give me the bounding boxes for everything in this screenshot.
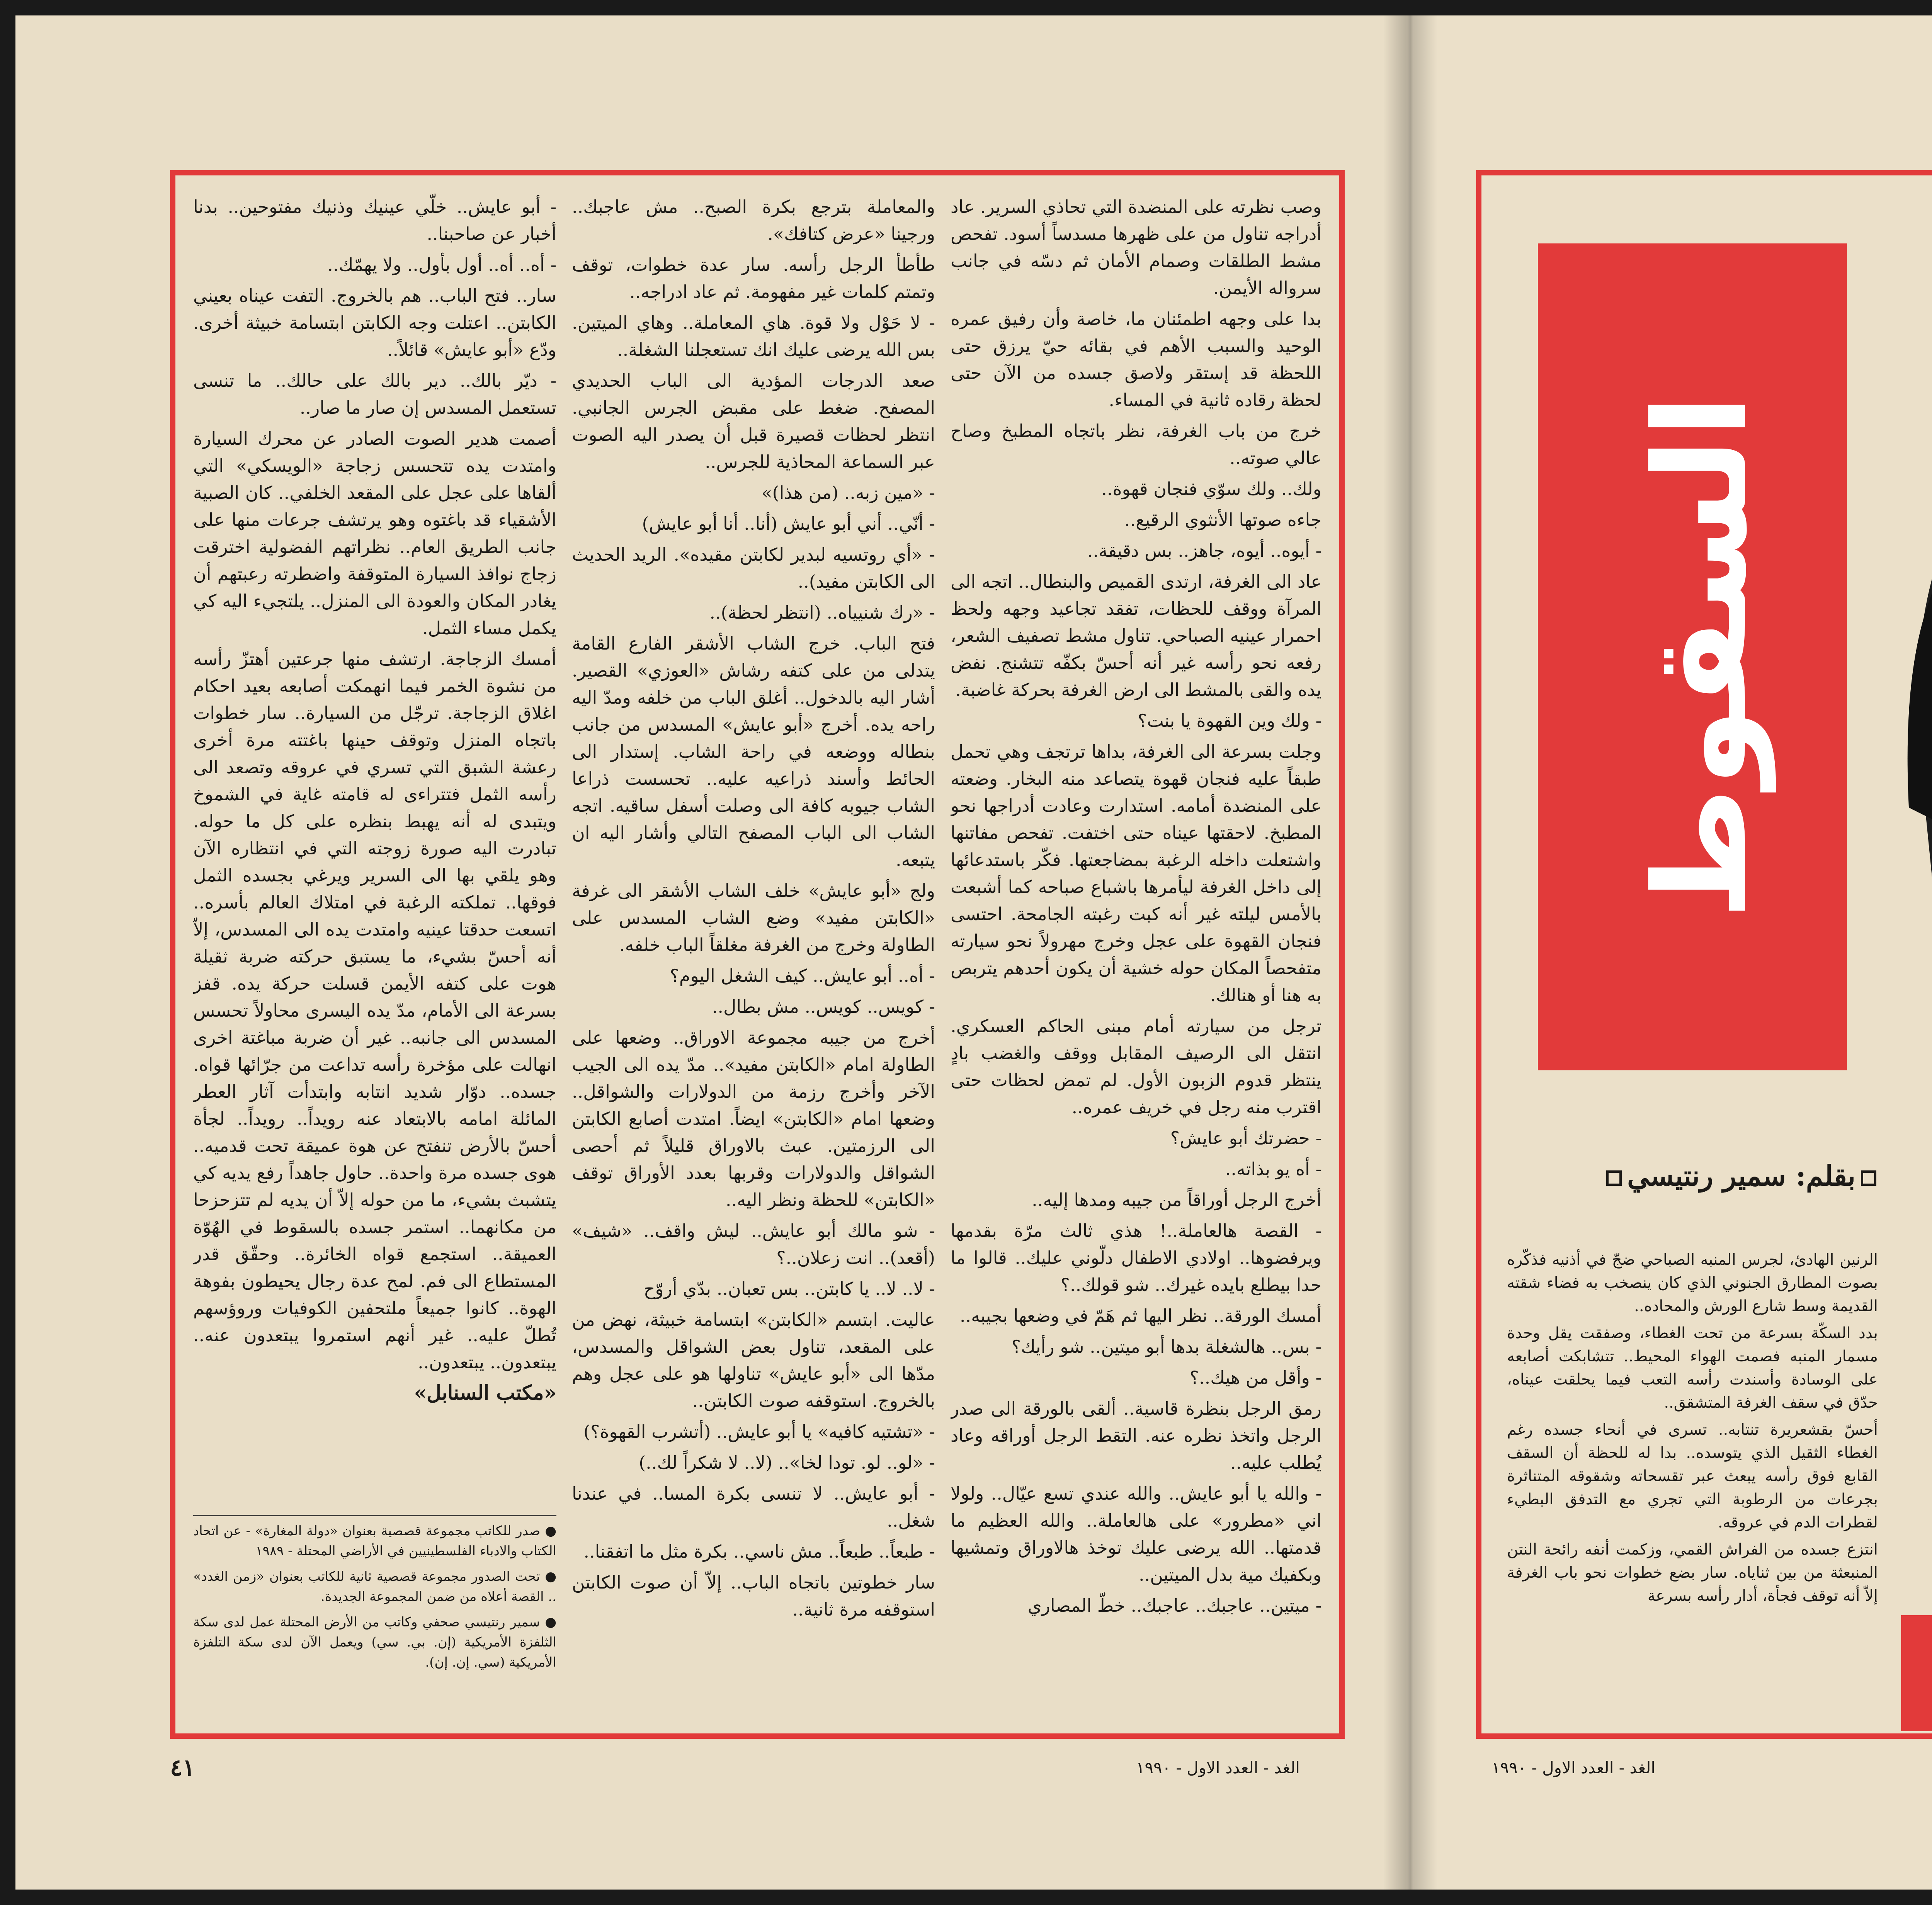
author-notes: [193, 1515, 556, 1730]
paragraph: - أنّي.. أني أبو عايش (أنا.. أنا أبو عايش): [642, 513, 935, 534]
paragraph: أخرج من جيبه مجموعة الاوراق.. وضعها على الطاولة امام «الكابتن مفيد».. مدّ يده الى الجيب الآخر وأخرج رزمة من الدولارات والشواقل.. وضعها امام «الكابتن» ايضاً. امتدت أصابع الكابتن الى الرزمتين. عبث بالاوراق قليلاً ثم أحصى الشواقل والدولارات وقربها بعدد الأوراق توقف «الكابتن» للحظة ونظر اليه..: [572, 1027, 935, 1210]
author-byline: [1534, 1159, 1882, 1192]
paragraph: فتح الباب. خرج الشاب الأشقر الفارع القامة يتدلى من على كتفه رشاش «العوزي» القصير. أشار اليه بالدخول.. أغلق الباب من خلفه ومدّ اليه راحه يده. أخرج «أبو عايش» المسدس من جانب بنطاله ووضعه في راحة الشاب. إستدار الى الحائط وأسند ذراعيه عليه.. تحسست ذراعا الشاب جيوبه كافة الى وصلت أسفل ساقيه. اتجه الشاب الى الباب المصفح التالي وأشار اليه ان يتبعه.: [572, 633, 935, 870]
square-bullet-icon: [1606, 1170, 1622, 1186]
right-page: [1406, 15, 1932, 1890]
paragraph: - ديّر بالك.. دير بالك على حالك.. ما تنسى تستعمل المسدس إن صار ما صار..: [193, 370, 556, 418]
paragraph: - بس.. هالشغلة بدها أبو ميتين.. شو رأيك؟: [1011, 1336, 1321, 1357]
paragraph: أخرج الرجل أوراقاً من جيبه ومدها إليه..: [1032, 1189, 1321, 1210]
story-column-2: [572, 193, 935, 1723]
story-signature: «مكتب السنابل»: [414, 1381, 556, 1405]
paragraph: ترجل من سيارته أمام مبنى الحاكم العسكري. انتقل الى الرصيف المقابل ووقف والغضب بادٍ ينتظر قدوم الزبون الأول. لم تمض لحظات حتى اقترب منه رجل في خريف عمره..: [951, 1015, 1321, 1117]
paragraph: - أبو عايش.. خلّي عينيك وذنيك مفتوحين.. بدنا أخبار عن صاحبنا..: [193, 196, 556, 244]
paragraph: - ميتين.. عاجبك.. عاجبك.. خطّ المصاري: [1027, 1595, 1321, 1616]
paragraph: رمق الرجل بنظرة قاسية.. ألقى بالورقة الى صدر الرجل واتخذ نظره عنه. التقط الرجل أوراقه وعاد يُطلب عليه..: [951, 1398, 1321, 1473]
story-column-1: [951, 193, 1321, 1723]
paragraph: - «أي روتسيه لبدير لكابتن مقيده». الريد الحديث الى الكابتن مفيد)..: [572, 544, 935, 592]
paragraph: - حضرتك أبو عايش؟: [1170, 1128, 1321, 1148]
paragraph: ولك.. ولك سوّي فنجان قهوة..: [1101, 478, 1321, 499]
paragraph: جاءه صوتها الأنثوي الرقيع..: [1124, 509, 1321, 530]
paragraph: صعد الدرجات المؤدية الى الباب الحديدي المصفح. ضغط على مقبض الجرس الجانبي. انتظر لحظات قصيرة قبل أن يصدر اليه الصوت عبر السماعة المحاذية للجرس..: [572, 370, 935, 472]
paragraph: - أه.. أه.. أول بأول.. ولا يهمّك..: [327, 254, 556, 275]
left-page: [15, 15, 1406, 1890]
story-opening: [1507, 1248, 1878, 1635]
book-gutter-shadow: [1383, 15, 1437, 1890]
paragraph: - طبعاً.. طبعاً.. مش ناسي.. بكرة مثل ما اتفقنا..: [583, 1541, 935, 1562]
paragraph: - القصة هالعاملة..! هذي ثالث مرّة بقدمها ويرفضوها.. اولادي الاطفال دلّوني عليك.. قالوا ما حدا بيطلع بايده غيرك.. شو قولك..؟: [951, 1220, 1321, 1295]
paragraph: - لا حَوْل ولا قوة. هاي المعاملة.. وهاي الميتين. بس الله يرضى عليك انك تستعجلنا الشغلة..: [572, 312, 935, 360]
author-note: ● تحت الصدور مجموعة قصصية ثانية للكاتب بعنوان «زمن الغدد» .. القصة أعلاه من ضمن المجموعة الجديدة.: [193, 1569, 556, 1604]
paragraph: والمعاملة بترجع بكرة الصبح.. مش عاجبك.. ورجينا «عرض كتافك».: [572, 196, 935, 244]
paragraph: وجلت بسرعة الى الغرفة، بداها ترتجف وهي تحمل طبقاً عليه فنجان قهوة يتصاعد منه البخار. وضعته على المنضدة أمامه. استدارت وعادت أدراجها نحو المطبخ. لاحقتها عيناه حتى اختفت. تفحص مفاتنها واشتعلت داخله الرغبة بمضاجعتها. فكّر باستدعائها إلى داخل الغرفة ليأمرها باشباع صباحه كما أشبعت بالأمس ليلته غير أنه كبت رغبته الجامحة. احتسى فنجان القهوة على عجل وخرج مهرولاً نحو سيارته متفحصاً المكان حوله خشية أن يكون أحدهم يتربص به هنا أو هنالك.: [951, 741, 1321, 1005]
paragraph: - أيوه.. أيوه، جاهز.. بس دقيقة..: [1087, 540, 1321, 561]
story-column-3: [193, 193, 556, 1499]
paragraph: انتزع جسده من الفراش القمي، وزكمت أنفه رائحة النتن المنبعثة من بين ثناياه. سار بضع خطوات نحو باب الغرفة إلاّ أنه توقف فجأة، أدار رأسه بسرعة: [1507, 1541, 1878, 1605]
paragraph: - ولك وين القهوة يا بنت؟: [1138, 710, 1321, 731]
paragraph: - شو مالك أبو عايش.. ليش واقف.. «شيف» (أقعد).. انت زعلان..؟: [572, 1220, 935, 1268]
author-note: ● سمير رنتيسي صحفي وكاتب من الأرض المحتلة عمل لدى سكة الثلفزة الأمريكية (إن. بي. سي) ويعمل الآن لدى سكة التلفزة الأمريكية (سي. إن. إن).: [193, 1614, 556, 1670]
paragraph: الرنين الهادئ، لجرس المنبه الصباحي ضجّ في أذنيه فذكّره بصوت المطارق الجنوني الذي كان ينصخب به فضاء شقته القديمة وسط شارع الورش والمحاده..: [1507, 1251, 1878, 1315]
page-footer-left: الغد - العدد الاول - ١٩٩٠: [1136, 1758, 1300, 1777]
paragraph: أمسك الورقة.. نظر اليها ثم هَمّ في وضعها بجيبه..: [959, 1305, 1321, 1326]
paragraph: سار.. فتح الباب.. هم بالخروج. التفت عيناه بعيني الكابتن.. اعتلت وجه الكابتن ابتسامة خبيثة أخرى. ودّع «أبو عايش» قائلاً..: [193, 285, 556, 360]
paragraph: - أبو عايش.. لا تنسى بكرة المسا.. في عندنا شغل..: [572, 1483, 935, 1531]
page-number-left: ٤١: [170, 1754, 195, 1781]
paragraph: بدد السكّة بسرعة من تحت الغطاء، وصفقت يقل وحدة مسمار المنبه فصمت الهواء المحيط.. تتشابكت أصابعه على الوسادة وأسندت رأسه التعب فيما يحلقت عيناه، حدّق في سقف الغرفة المتشقق..: [1507, 1324, 1878, 1412]
paragraph: - والله يا أبو عايش.. والله عندي تسع عيّال.. ولولا اني «مطرور» على هالعاملة.. والله العظيم ما قدمتها.. الله يرضى عليك توخذ هالاوراق وتمشيها وبكفيك مية بدل الميتين..: [951, 1483, 1321, 1585]
story-title: السقوط: [1627, 394, 1775, 920]
paragraph: بدا على وجهه اطمئنان ما، خاصة وأن رفيق عمره الوحيد والسبب الأهم في بقائه حيّ يرزق حتى اللحظة قد إستقر ولاصق جسده من الآن حتى لحظة رقاده ثانية في المساء.: [951, 308, 1321, 410]
paragraph: سار خطوتين باتجاه الباب.. إلاّ أن صوت الكابتن استوقفه مرة ثانية..: [572, 1572, 935, 1620]
author-note: ● صدر للكاتب مجموعة قصصية بعنوان «دولة المغارة» - عن اتحاد الكتاب والادباء الفلسطينيين في الأراضي المحتلة - ١٩٨٩: [193, 1523, 556, 1559]
paragraph: ولج «أبو عايش» خلف الشاب الأشقر الى غرفة «الكابتن مفيد» وضع الشاب المسدس على الطاولة وخرج من الغرفة مغلقاً الباب خلفه.: [572, 880, 935, 955]
paragraph: - كويس.. كويس.. مش بطال..: [712, 996, 935, 1017]
paragraph: طأطأ الرجل رأسه. سار عدة خطوات، توقف وتمتم كلمات غير مفهومة. ثم عاد ادراجه..: [572, 254, 935, 302]
paragraph: - وأقل من هيك..؟: [1189, 1367, 1321, 1388]
byline-text: بقلم: سمير رنتيسي: [1627, 1159, 1855, 1192]
paragraph: - «رك شنيياه.. (انتظر لحظة)..: [709, 602, 935, 623]
paragraph: خرج من باب الغرفة، نظر باتجاه المطبخ وصاح عالي صوته..: [951, 420, 1321, 468]
paragraph: أمسك الزجاجة. ارتشف منها جرعتين أهتزّ رأسه من نشوة الخمر فيما انهمكت أصابعه بعيد احكام اغلاق الزجاجة. ترجّل من السيارة.. سار خطوات باتجاه المنزل وتوقف حينها باغتته مرة أخرى رعشة الشبق التي تسري في عروقه وتصعد الى رأسه الثمل فتتراءى له قامته غاية في الشموخ ويتبدى له أنه يهبط بنظره على كل ما حوله. تبادرت اليه صورة زوجته التي في انتظاره الآن وهو يلقي بها الى السرير ويرغي بجسده الثمل فوقها.. تملكته الرغبة في امتلاك العالم بأسره.. اتسعت حدقتا عينيه وامتدت يده الى المسدس، إلاّ أنه أحسّ بشيء، ما يستبق حركته ضربة ثقيلة هوت على كتفه الأيمن قسلت حركة يده. قفز بسرعة الى الأمام، مدّ يده اليسرى محاولاً تحسس المسدس الى جانبه.. غير أن ضربة مباغتة اخرى انهالت على مؤخرة رأسه تداعت من جرّائها قواه. جسده.. دوّار شديد انتابه وابتدأت آثار العطر المائلة امامه بالابتعاد عنه رويداً.. رويداً.. لجأة أحسّ بالأرض تنفتح عن هوة عميقة تحت قدميه.. هوى جسده مرة واحدة.. حاول جاهداً رفع يديه كي يتشبث بشيء، ما من حوله إلاّ أن يديه لم تتزحزحا من مكانهما.. استمر جسده بالسقوط في الهُوّة العميقة.. استجمع قواه الخائرة.. وحقّق قدر المستطاع الى فم. لمح عدة رجال يحيطون بفوهة الهوة.. كانوا جميعاً ملتحفين الكوفيات وروؤسهم تُطلّ عليه.. غير أنهم استمروا يبتعدون عنه.. يبتعدون.. يبتعدون..: [193, 648, 556, 1373]
paragraph: - لا.. لا.. يا كابتن.. بس تعبان.. بدّي أروّح: [643, 1278, 935, 1299]
square-bullet-icon: [1861, 1170, 1876, 1186]
paragraph: أحسّ بقشعريرة تنتابه.. تسرى في أنحاء جسده رغم الغطاء الثقيل الذي يتوسده.. بدا له للحظة أن السقف القابع فوق رأسه يبعث عبر تقسحاته وشقوقه المتناثرة بجرعات من الرطوبة التي تجري مع التدفق البطيء لقطرات الدم في عروقه.: [1507, 1421, 1878, 1531]
paragraph: عاليت. ابتسم «الكابتن» ابتسامة خبيثة، نهض من على المقعد، تناول بعض الشواقل والمسدس، مدّها الى «أبو عايش» تناولها هو على عجل وهم بالخروج. استوقفه صوت الكابتن..: [572, 1309, 935, 1411]
magazine-spread: [15, 15, 1932, 1890]
paragraph: - «تشتيه كافيه» يا أبو عايش.. (أتشرب القهوة؟): [583, 1421, 935, 1442]
paragraph: - «لو.. لو. تودا لخا».. (لا.. لا شكراً لك..): [639, 1452, 935, 1473]
paragraph: عاد الى الغرفة، ارتدى القميص والبنطال.. اتجه الى المرآة ووقف للحظات، تفقد تجاعيد وجهه ولحظ احمرار عينيه الصباحي. تناول مشط تصفيف الشعر، رفعه نحو رأسه غير أنه أحسّ بكفّه تتشنج. نفض يده والقى بالمشط الى ارض الغرفة بحركة غاضبة.: [951, 571, 1321, 700]
paragraph: - أه يو بذاته..: [1225, 1158, 1321, 1179]
paragraph: أصمت هدير الصوت الصادر عن محرك السيارة وامتدت يده تتحسس زجاجة «الويسكي» التي ألقاها على عجل على المقعد الخلفي.. كان الصبية الأشقياء قد باغتوه وهو يرتشف جرعات منها على جانب الطريق العام.. نظراتهم الفضولية اخترقت زجاج نوافذ السيارة المتوقفة واضطرته رعبتهم أن يغادر المكان والعودة الى المنزل.. يلتجيء اليه كي يكمل مساء الثمل.: [193, 428, 556, 638]
paragraph: وصب نظرته على المنضدة التي تحاذي السرير. عاد أدراجه تناول من على ظهرها مسدساً أسود. تفحص مشط الطلقات وصمام الأمان ثم دسّه في جانب سرواله الأيمن.: [951, 196, 1321, 298]
paragraph: - «مين زبه.. (من هذا)»: [761, 482, 935, 503]
paragraph: - أه.. أبو عايش.. كيف الشغل اليوم؟: [670, 965, 935, 986]
page-footer-right: الغد - العدد الاول - ١٩٩٠: [1492, 1758, 1656, 1777]
